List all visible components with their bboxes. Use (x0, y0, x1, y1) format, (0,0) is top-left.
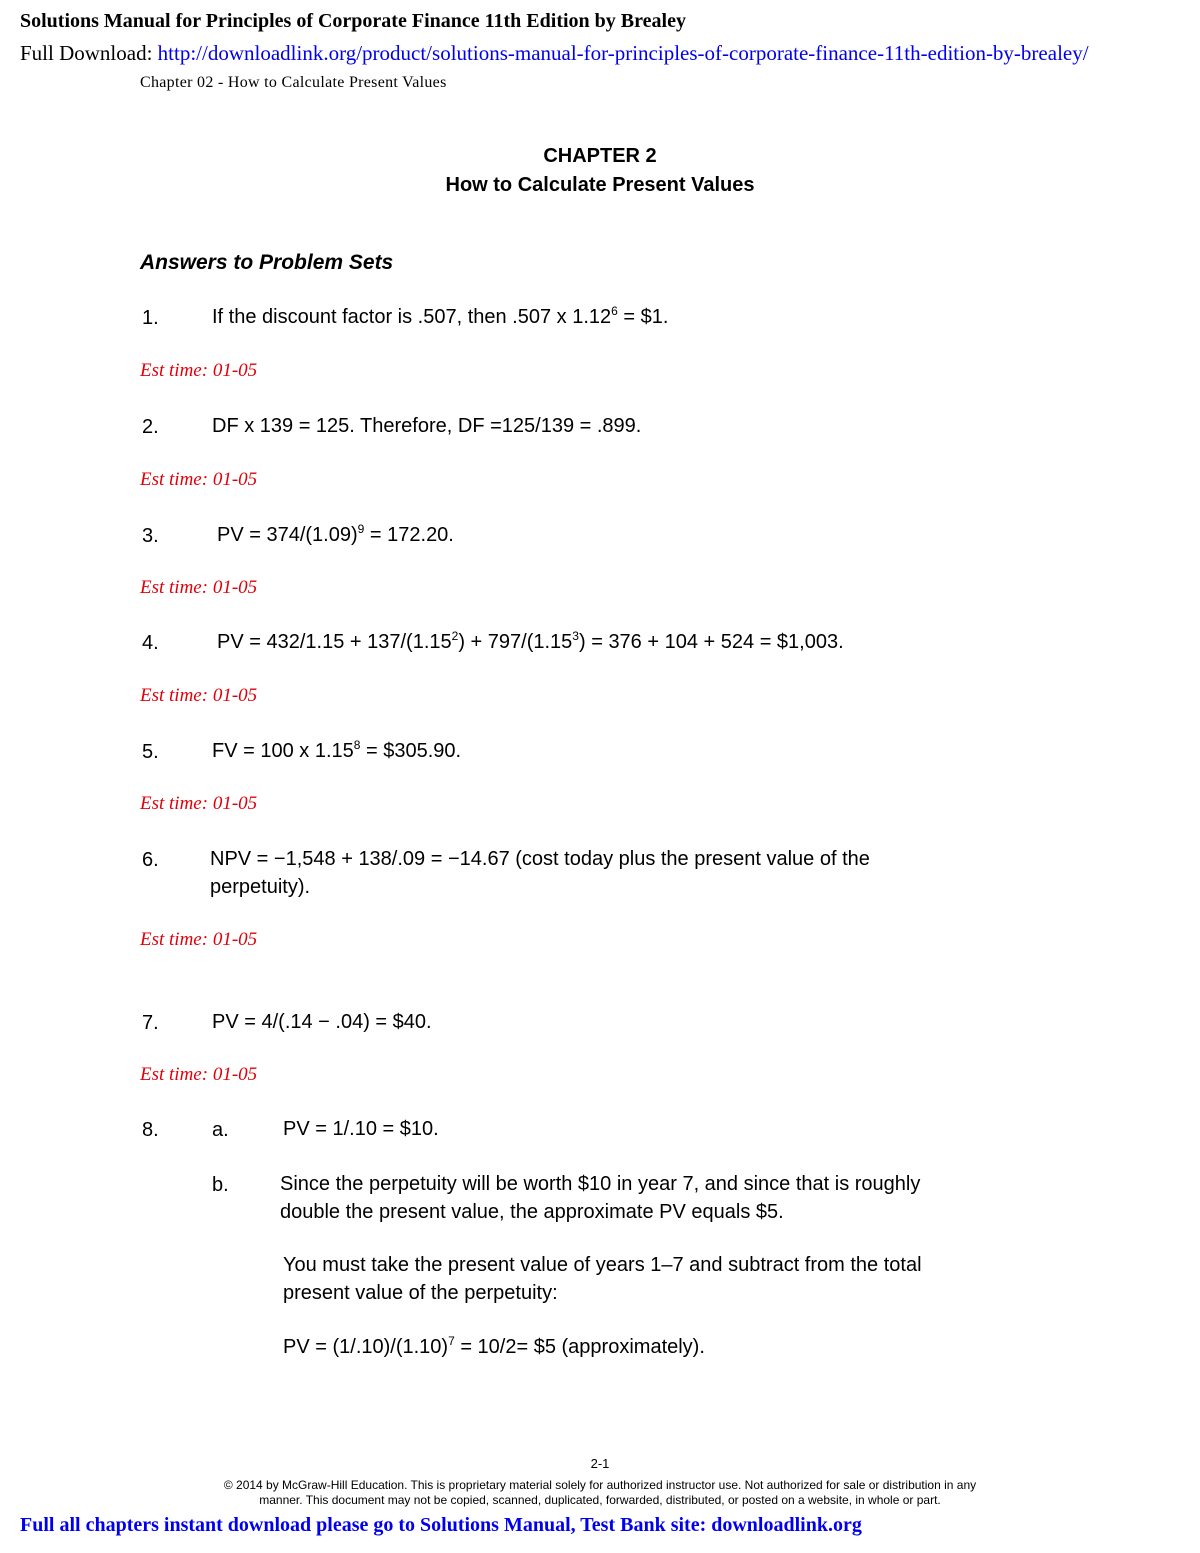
section-heading: Answers to Problem Sets (140, 251, 394, 274)
problem-6-text: NPV = −1,548 + 138/.09 = −14.67 (cost today plus the present value of the perpetuity). (210, 848, 870, 898)
page-number: 2-1 (590, 1456, 610, 1471)
problem-4-text: PV = $432/1.15 + 137/(1.15^2) + 797/(1.15^3) = 376 + 104 + 524$ = $1,003. (217, 629, 844, 653)
problem-8b-text: Since the perpetuity will be worth $10 in year 7, and since that is roughly double the present value, the approximate PV equals $5. (280, 1173, 921, 1223)
problem-5-number: 5. (142, 741, 159, 763)
problem-7-text: PV = 4/(.14 − .04) = $40. (212, 1011, 432, 1033)
problem-7-est-time: Est time: 01-05 (140, 1064, 258, 1085)
problem-3-est-time: Est time: 01-05 (140, 577, 258, 598)
problem-6-est-time: Est time: 01-05 (140, 929, 258, 950)
problem-5-est-time: Est time: 01-05 (140, 793, 258, 814)
chapter-heading (0, 142, 1200, 200)
problem-3-text: PV = $374/(1.09)^9 = 172.20$. (217, 522, 454, 546)
problem-1-text: If the discount factor is .507, then .507 x $1.12^6$ = $1. (212, 304, 669, 328)
problem-3-number: 3. (142, 525, 159, 547)
problem-8b-explanation: You must take the present value of years 1–7 and subtract from the total present value of the perpetuity: (283, 1254, 922, 1304)
footer-banner[interactable]: Full all chapters instant download please go to Solutions Manual, Test Bank site: downloadlink.org (20, 1514, 862, 1536)
problem-4-est-time: Est time: 01-05 (140, 685, 258, 706)
problem-2-text: DF x 139 = 125. Therefore, DF =125/139 = .899. (212, 415, 642, 437)
problem-7-number: 7. (142, 1012, 159, 1034)
problem-8-number: 8. (142, 1119, 159, 1141)
chapter-number: CHAPTER 2 (543, 145, 657, 167)
problem-2-est-time: Est time: 01-05 (140, 469, 258, 490)
problem-2-number: 2. (142, 416, 159, 438)
running-head: Chapter 02 - How to Calculate Present Values (140, 74, 447, 91)
copyright-notice: © 2014 by McGraw-Hill Education. This is proprietary material solely for authorized instructor use. Not authorized for sale or distribution in any manner. This document may not be copied, scanned, duplicated, forwarded, distributed, or posted on a website, in whole or part. (223, 1478, 977, 1507)
problem-6-number: 6. (142, 849, 159, 871)
problem-1-est-time: Est time: 01-05 (140, 360, 258, 381)
download-label: Full Download: (20, 41, 158, 65)
problem-5-text: FV = 100 x $1.15^8$ = $305.90. (212, 738, 462, 762)
problem-8b-label: b. (212, 1174, 229, 1196)
problem-4-number: 4. (142, 632, 159, 654)
problem-8a-text: PV = 1/.10 = $10. (283, 1118, 439, 1140)
problem-1-number: 1. (142, 307, 159, 329)
problem-8a-label: a. (212, 1119, 229, 1141)
download-link[interactable]: http://downloadlink.org/product/solutions-manual-for-principles-of-corporate-finance-11th-edition-by-brealey/ (157, 41, 1089, 65)
problem-8b-formula: PV = $(1/.10)/(1.10)^7 = 10/2=$ $5 (approximately). (283, 1334, 705, 1358)
banner-download-line (20, 41, 1089, 66)
chapter-title: How to Calculate Present Values (445, 174, 755, 196)
banner-title: Solutions Manual for Principles of Corporate Finance 11th Edition by Brealey (20, 10, 686, 32)
